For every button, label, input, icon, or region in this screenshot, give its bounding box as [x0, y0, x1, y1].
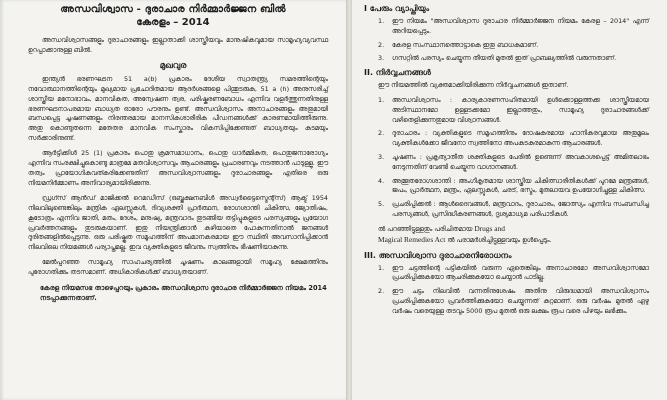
list-item: 2. ഈ ചട്ടം നിലവിൽ വന്നതിനുശേഷം അതിനു വിരുദ്ധമായി അന്ധവിശ്വാസം പ്രചരിപ്പിക്കുകയോ പ്രവർത്തിക്കുകയോ ചെയ്യുന്നത് കുറ്റമാണ്. ഒരു വർഷം മുതൽ ഏഴു വർഷം വരെയുള്ള തടവും 5000 രൂപ മുതൽ ഒരു ലക്ഷം രൂപ വരെ പിഴയും ലഭിക്കും.	[378, 287, 649, 315]
list-item: 2. ദുരാചാരം : വ്യക്തികളുടെ സമൂഹത്തിനും ദോഷകരമായ ഹാനികരവുമായ അതുമൂലം വ്യക്തികൾക്കോ ജീവനോ സ്വത്തിനോ അപകടകരമാകുന്ന ആചാരങ്ങൾ.	[378, 129, 649, 148]
preamble-paragraph-1: ഇന്ത്യൻ ഭരണഘടന 51 a(b) പ്രകാരം ദേശീയ സ്വാതന്ത്ര്യ സമരത്തിന്റെയും നവോത്ഥാനത്തിന്റെയും മുഖ്യമായ പ്രചോദിതമായ ആദർശങ്ങളെ പിന്തുടരുക, 51 a (h) അനുസരിച്ച് ശാസ്ത്രീയ മനോഭാവം, മാനവികത, അന്വേഷണ ത്വര, പരിഷ്കരണബോധം എന്നിവ വളർത്തുന്നതിനുള്ള ഭരണഘടനാപരമായ ബാധ്യത ഓരോ പൗരനും ഉണ്ട്. അന്ധവിശ്വാസം അനാചാരങ്ങളും അതുമായി ബന്ധപ്പെട്ട ചൂഷണങ്ങളും നിരന്തരമായ മാനസികശാരീരിക പീഡനങ്ങൾക്ക് കാരണമായിത്തീരുന്നു. അതു കൊണ്ടുതന്നെ മതേതര മാനവിക സംസ്കാരം വികസിപ്പിക്കേണ്ടത് ബാധ്യതയും കടമയും സർക്കാരിനുണ്ട്.	[28, 74, 328, 143]
preamble-paragraph-3: ഡ്രഗ്സ് ആൻഡ് മാജിക്കൽ റെമഡീസ് (ഒബ്ജക്ഷനബിൾ അഡ്വർട്ടൈസ്മെന്റ്സ്) ആക്ട് 1954 നിലവിലുണ്ടെങ്കിലും മന്ത്രിക ഏലസ്സുകൾ, ദിവ്യശക്തി പ്രാർത്ഥന, രോഗശാന്തി ചികിത്സ, ജ്യോതിഷം, കൂടോത്രം എന്നിവ ജാതി, മതം, ദേശം, മനുഷ്യ, മന്ത്രവാദം തുടങ്ങിയ തട്ടിപ്പുകളുടെ പരസ്യങ്ങളും പ്രയോഗ പ്രവർത്തനങ്ങളും തുടരുകയാണ്. ഇതു നിയന്ത്രിക്കാൻ കഴിയാതെ പോകുന്നതിനാൽ ജനങ്ങൾ ദുരിതങ്ങളിൽപ്പെടുന്നു. ഒരു പരിഷ്കൃത സമൂഹത്തിന് അപമാനകരമായ ഈ സ്ഥിതി അവസാനിപ്പിക്കാൻ നിലവിലെ നിയമങ്ങൾ പര്യാപ്തമല്ല. ഇവ വ്യക്തികളുടെ ജീവനും സ്വത്തിനും ഭീഷണിയാകുന്നു.	[28, 193, 328, 252]
bill-title: അന്ധവിശ്വാസ - ദുരാചാര നിർമ്മാർജ്ജന ബിൽ	[60, 4, 286, 15]
bill-intro: അന്ധവിശ്വാസങ്ങളും ദുരാചാരങ്ങളും ഇല്ലാതാക്കി ശാസ്ത്രീയവും മാനുഷികവുമായ സാമൂഹ്യവ്യവസ്ഥ ഉറപ്പാക്കാനുള്ള ബിൽ.	[28, 36, 328, 54]
right-page	[352, 0, 667, 400]
list-item: 4. അത്ഭുതരോഗശാന്തി : അംഗീകൃതമായ ശാസ്ത്രീയ ചികിത്സാരീതികൾക്ക് പുറമേ മന്ത്രങ്ങൾ, ജപം, പ്രാർത്ഥന, മന്ത്രം, ഏലസ്സുകൾ, ചരട്, ഭസ്മം, മുതലായവ ഉപയോഗിച്ചുള്ള ചികിത്സ.	[378, 176, 649, 195]
preamble-paragraph-4: മേൽപ്പറഞ്ഞ സാമൂഹ്യ സാഹചര്യത്തിൽ ചൂഷണം കാലങ്ങളായി സമൂഹ്യ ക്ഷേമത്തിനും പുരോഗതിക്കും തടസമാണ്. അധികാരികൾക്ക് ബാധ്യതയാണ്.	[28, 258, 328, 277]
list-item: 1. ഈ നിയമം "അന്ധവിശ്വാസ ദുരാചാര നിർമ്മാർജ്ജന നിയമം കേരള – 2014" എന്ന് അറിയപ്പെടും.	[378, 17, 649, 35]
list-item: 5. പ്രചരിപ്പിക്കൽ : ആൾദൈവങ്ങൾ, മന്ത്രവാദം, ദുരാചാരം, ജോത്സ്യം എന്നിവ സംബന്ധിച്ച പരസ്യങ്ങൾ, പ്രസിദ്ധീകരണങ്ങൾ, ദൃശ്യമാധ്യമ പരിപാടികൾ.	[378, 200, 649, 219]
section-1-heading: I പേരും വ്യാപ്തിയും	[364, 4, 430, 13]
preamble-paragraph-2: ആർട്ടിക്കിൾ 25 (1) പ്രകാരം പൊതു ക്രമസമാധാനം, പൊതു ധാർമ്മികത, പൊതുജനാരോഗ്യം എന്നിവ സംരക്ഷിച്ചുകൊണ്ടു മാത്രമേ മതവിശ്വാസവും ആചാരങ്ങളും പ്രചാരണവും നടത്താൻ പാടുള്ളൂ. ഈ തത്വം പ്രായോഗികവത്കരിക്കേണ്ടതിന് അന്ധവിശ്വാസങ്ങളും ദുരാചാരങ്ങളും എതിരെ ഒരു നിയമനിർമ്മാണം അനിവാര്യമായിരിക്കുന്നു.	[28, 149, 328, 187]
list-item: 2. കേരള സംസ്ഥാനത്തൊട്ടാകെ ഇതു ബാധകമാണ്.	[378, 40, 539, 49]
section-2-heading: II. നിർവ്വചനങ്ങൾ	[364, 68, 431, 78]
section-3-heading: III. അന്ധവിശ്വാസ ദുരാചാരനിരോധനം	[364, 250, 512, 260]
list-item: 1. ഈ ചട്ടത്തിന്റെ പട്ടികയിൽ വരുന്ന ഏതെങ്കിലും അനാചാരമോ അന്ധവിശ്വാസമോ പ്രചരിപ്പിക്കുകയോ ആചരിക്കുകയോ ചെയ്യാൻ പാടില്ല.	[378, 263, 649, 282]
section-1-list	[352, 17, 667, 64]
section-2-intro: ഈ നിയമത്തിൽ വ്യക്തമാക്കിയിരിക്കുന്ന നിർവ്വചനങ്ങൾ ഇതാണ്.	[378, 81, 569, 90]
enactment-clause: കേരള നിയമസഭ താഴെപ്പറയും പ്രകാരം അന്ധവിശ്വാസ ദുരാചാര നിർമ്മാർജ്ജന നിയമം 2014 നടപ്പാക്കുന്നതാണ്.	[40, 284, 327, 303]
section-3-list	[352, 264, 667, 317]
list-item: 3. ഗസറ്റിൽ പരസ്യം ചെയ്യുന്ന തീയതി മുതൽ ഇത് പ്രാബല്യത്തിൽ വരുന്നതാണ്.	[378, 54, 617, 63]
list-item: 3. ചൂഷണം : പ്രകൃത്യാതീത ശക്തികളുടെ പേരിൽ ഉണ്ടെന്ന് അവകാശപ്പെട്ട് അമിതലാഭം നേടുന്നതിന് വേണ്ടി ചെയ്യുന്ന വാഗ്ദാനങ്ങൾ.	[378, 153, 649, 171]
preamble-heading: മുഖവുര	[159, 60, 187, 71]
drugs-act-reference: ൽ പറഞ്ഞിട്ടുള്ളതും പരിചിതമായ Drugs and Magical Remedies Act ൽ പരാമർശിച്ചിട്ടുള്ളവയും ഉൾപ്പെടും.	[378, 223, 552, 244]
section-2-list	[352, 96, 667, 220]
bill-subtitle: കേരളം – 2014	[136, 17, 210, 28]
list-item: 1. അന്ധവിശ്വാസം : കാര്യകാരണസഹിതമായി ഉൾക്കൊള്ളത്തക്ക ശാസ്ത്രീയമായ അടിസ്ഥാനമോ ഉള്ളടക്കമോ ഇല്ലാത്തതും, സാമൂഹ്യ ദുരാചാരങ്ങൾക്ക് വഴിതെളിക്കുന്നതുമായ വിശ്വാസങ്ങൾ.	[378, 96, 649, 124]
